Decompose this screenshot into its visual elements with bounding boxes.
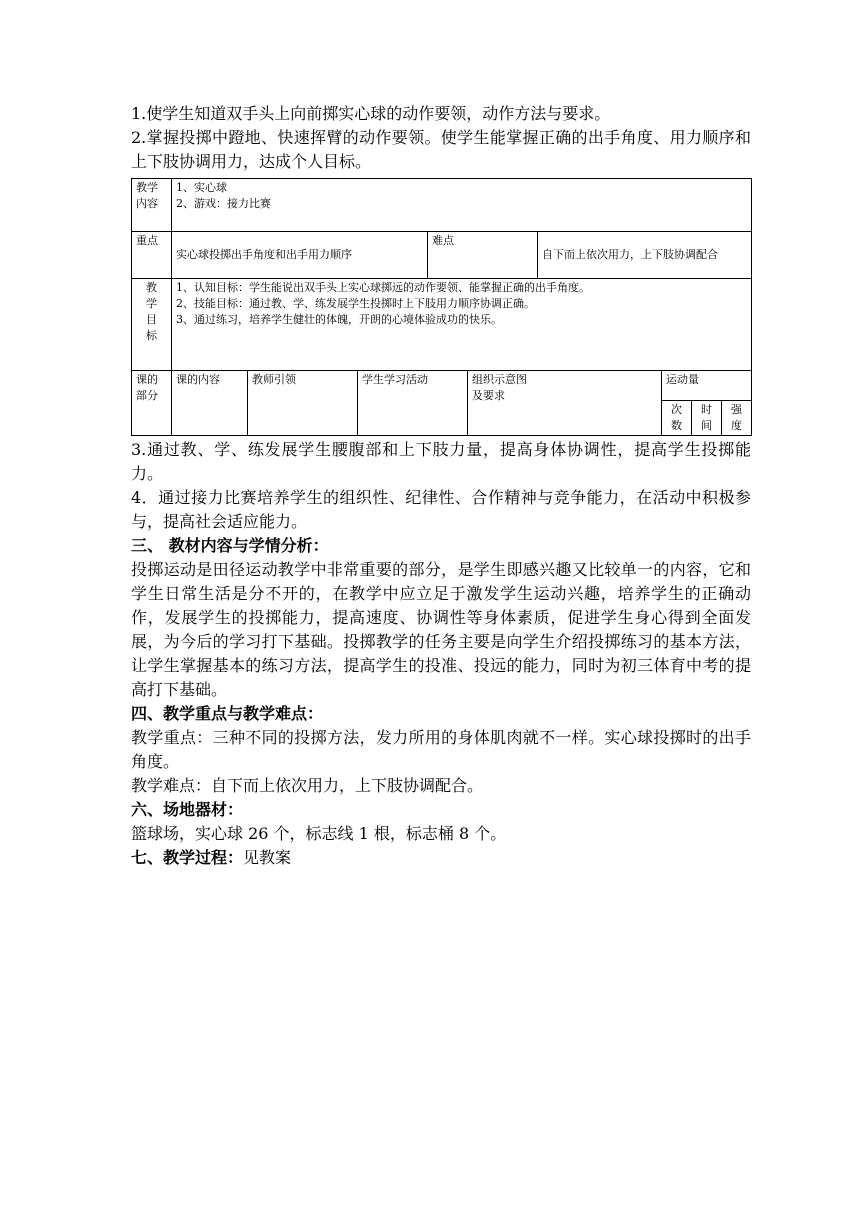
objectives-label-char-3: 目 xyxy=(146,313,157,326)
content-item-2: 2、游戏：接力比赛 xyxy=(176,197,271,210)
count-header xyxy=(662,401,692,436)
difficulty-text-cell xyxy=(538,232,752,279)
section7-heading: 七、教学过程： xyxy=(131,848,244,867)
content-item-1: 1、实心球 xyxy=(176,181,227,194)
objective-item-1: 1、认知目标：学生能说出双手头上实心球掷远的动作要领、能掌握正确的出手角度。 xyxy=(176,281,590,294)
teacher-guide-header xyxy=(248,371,358,436)
difficulty-label: 难点 xyxy=(432,234,454,247)
key-label: 重点 xyxy=(136,234,158,247)
section6-heading: 六、场地器材： xyxy=(131,800,244,819)
section4-key: 教学重点：三种不同的投掷方法，发力所用的身体肌肉就不一样。实心球投掷时的出手角度。 xyxy=(131,728,751,771)
lesson-plan-table xyxy=(131,178,752,436)
exercise-amount-header xyxy=(662,371,752,401)
content-label-cell xyxy=(132,179,172,232)
section4-difficulty: 教学难点：自下而上依次用力，上下肢协调配合。 xyxy=(131,776,484,795)
difficulty-text: 自下而上依次用力，上下肢协调配合 xyxy=(542,248,718,261)
exercise-amount-label: 运动量 xyxy=(666,373,699,386)
time-header xyxy=(692,401,722,436)
section6-body: 篮球场，实心球 26 个，标志线 1 根，标志桶 8 个。 xyxy=(131,824,507,843)
objective-4: 4．通过接力比赛培养学生的组织性、纪律性、合作精神与竞争能力，在活动中积极参与，提高社会适应能力。 xyxy=(131,488,751,531)
part-label-cell xyxy=(132,371,172,436)
key-text-cell xyxy=(172,232,428,279)
section3-heading: 三、 教材内容与学情分析： xyxy=(131,536,329,555)
intensity-label-2: 度 xyxy=(731,419,743,432)
key-text: 实心球投掷出手角度和出手用力顺序 xyxy=(176,248,352,261)
lesson-content-label: 课的内容 xyxy=(176,373,220,386)
difficulty-label-cell xyxy=(428,232,538,279)
objectives-label-char-1: 教 xyxy=(146,281,157,294)
student-activity-header xyxy=(358,371,468,436)
organization-header xyxy=(468,371,662,436)
objective-item-2: 2、技能目标：通过教、学、练发展学生投掷时上下肢用力顺序协调正确。 xyxy=(176,297,535,310)
objective-2: 2.掌握投掷中蹬地、快速挥臂的动作要领。使学生能掌握正确的出手角度、用力顺序和上下肢协调用力，达成个人目标。 xyxy=(131,128,751,171)
section4-heading: 四、教学重点与教学难点： xyxy=(131,704,324,723)
objectives-label-cell xyxy=(132,279,172,371)
intensity-header xyxy=(722,401,752,436)
organization-label-2: 及要求 xyxy=(472,389,505,402)
teacher-guide-label: 教师引领 xyxy=(252,373,296,386)
document-page xyxy=(131,102,751,870)
section7-line xyxy=(131,846,751,870)
part-label: 课的部分 xyxy=(136,373,158,402)
content-cell xyxy=(172,179,752,232)
objective-1: 1.使学生知道双手头上向前掷实心球的动作要领，动作方法与要求。 xyxy=(131,104,611,123)
organization-label-1: 组织示意图 xyxy=(472,373,527,386)
objectives-label-char-4: 标 xyxy=(146,329,157,342)
key-label-cell xyxy=(132,232,172,279)
content-label: 教学内容 xyxy=(136,181,158,210)
time-label-1: 时 xyxy=(701,403,712,416)
objectives-label-char-2: 学 xyxy=(146,297,157,310)
objective-item-3: 3、通过练习，培养学生健壮的体魄，开朗的心境体验成功的快乐。 xyxy=(176,313,502,326)
count-label-2: 数 xyxy=(671,419,682,432)
lesson-content-header xyxy=(172,371,248,436)
intensity-label-1: 强 xyxy=(731,403,743,416)
time-label-2: 间 xyxy=(701,419,712,432)
section7-rest: 见教案 xyxy=(243,848,292,867)
count-label-1: 次 xyxy=(671,403,682,416)
objective-3: 3.通过教、学、练发展学生腰腹部和上下肢力量，提高身体协调性，提高学生投掷能力。 xyxy=(131,440,751,483)
objectives-cell xyxy=(172,279,752,371)
section3-body: 投掷运动是田径运动教学中非常重要的部分，是学生即感兴趣又比较单一的内容，它和学生日常生活是分不开的，在教学中应立足于激发学生运动兴趣，培养学生的正确动作，发展学生的投掷能力，提高速度、协调性等身体素质，促进学生身心得到全面发展，为今后的学习打下基础。投掷教学的任务主要是向学生介绍投掷练习的基本方法，让学生掌握基本的练习方法，提高学生的投准、投远的能力，同时为初三体育中考的提高打下基础。 xyxy=(131,560,751,699)
student-activity-label: 学生学习活动 xyxy=(362,373,428,386)
